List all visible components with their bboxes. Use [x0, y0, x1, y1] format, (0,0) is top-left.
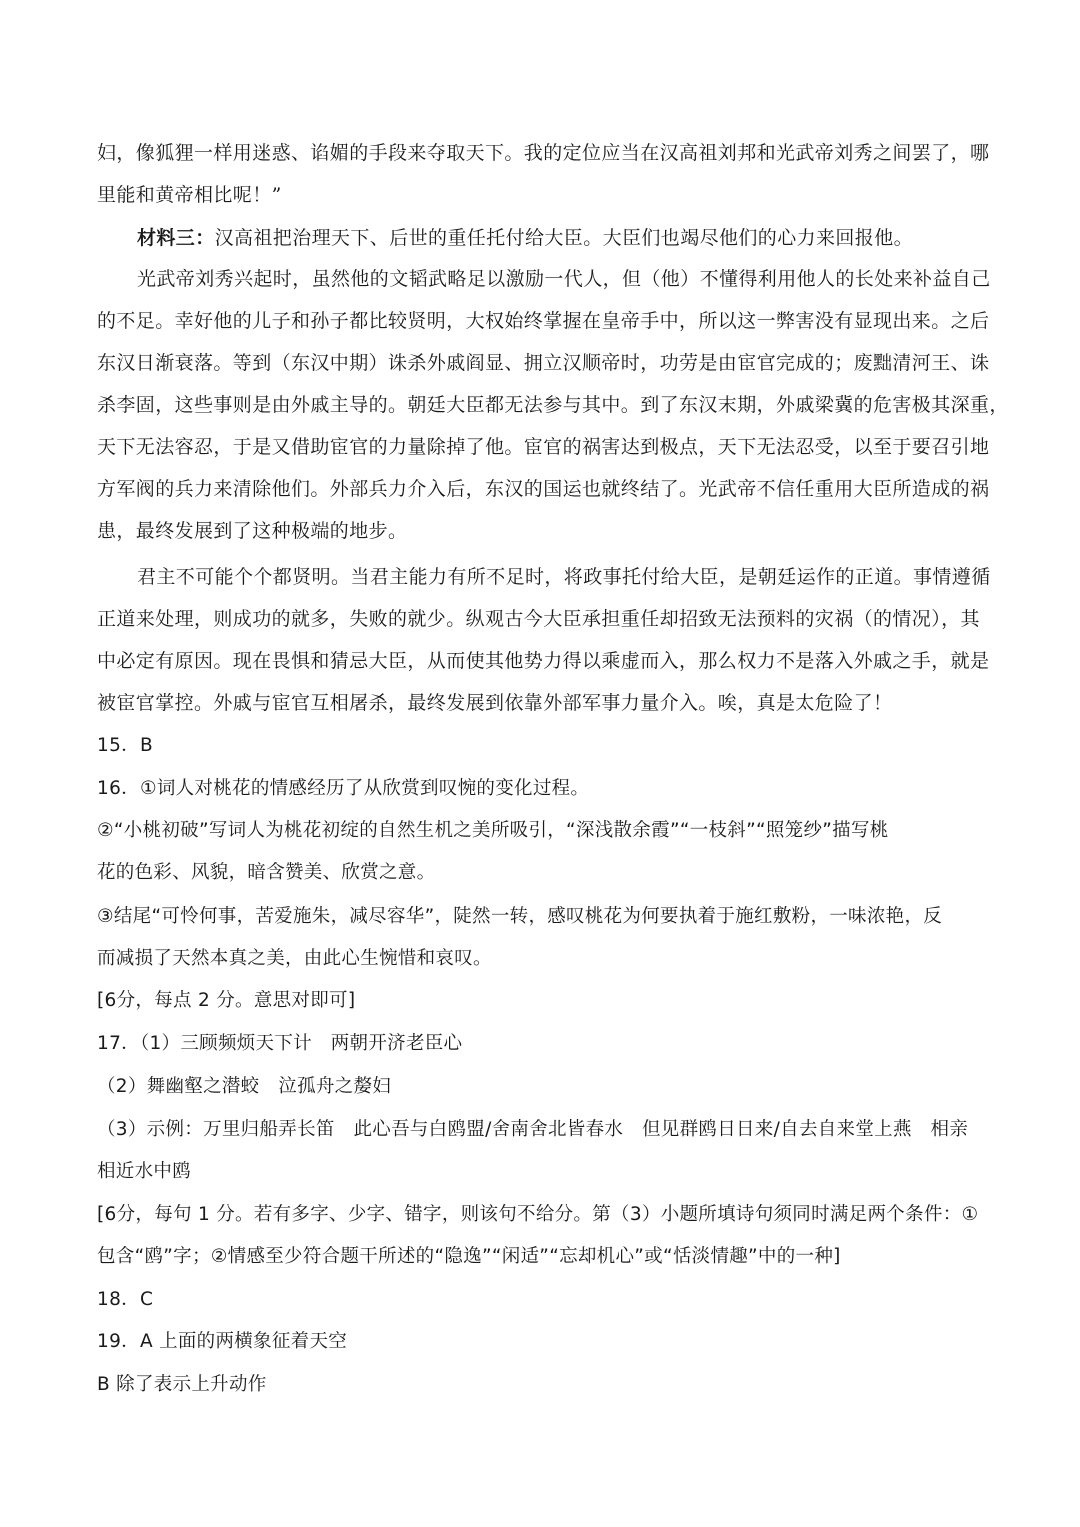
answer-18: 18．C: [97, 1289, 154, 1310]
material3-label: 材料三：: [137, 227, 215, 249]
answer-19-line-1: 19．A 上面的两横象征着天空: [97, 1331, 348, 1352]
paragraph2-line-4: 杀李固，这些事则是由外戚主导的。朝廷大臣都无法参与其中。到了东汉末期，外戚梁冀的危害极其深重，: [97, 394, 1009, 416]
answer-17-line-3: （3）示例：万里归船弄长笛 此心吾与白鸥盟/舍南舍北皆春水 但见群鸥日日来/自去自来堂上燕 相亲: [97, 1119, 969, 1140]
paragraph3-line-4: 被宦官掌控。外戚与宦官互相屠杀，最终发展到依靠外部军事力量介入。唉，真是太危险了！: [97, 692, 893, 714]
paragraph2-line-1: 光武帝刘秀兴起时，虽然他的文韬武略足以激励一代人，但（他）不懂得利用他人的长处来补益自己: [137, 268, 991, 290]
answer-17-line-2: （2）舞幽壑之潜蛟 泣孤舟之嫠妇: [97, 1076, 392, 1097]
material3-text: 汉高祖把治理天下、后世的重任托付给大臣。大臣们也竭尽他们的心力来回报他。: [214, 227, 914, 249]
answer-17-line-4: 相近水中鸥: [97, 1161, 192, 1182]
translation-line-2: 里能和黄帝相比呢！”: [97, 184, 282, 206]
paragraph2-line-6: 方军阀的兵力来清除他们。外部兵力介入后，东汉的国运也就终结了。光武帝不信任重用大臣所造成的祸: [97, 478, 990, 500]
translation-line-1: 妇，像狐狸一样用迷惑、谄媚的手段来夺取天下。我的定位应当在汉高祖刘邦和光武帝刘秀之间罢了，哪: [97, 142, 990, 164]
answer-17-scoring-1: [6分，每句 1 分。若有多字、少字、错字，则该句不给分。第（3）小题所填诗句须同时满足两个条件：①: [97, 1204, 979, 1225]
paragraph2-line-2: 的不足。幸好他的儿子和孙子都比较贤明，大权始终掌握在皇帝手中，所以这一弊害没有显现出来。之后: [97, 310, 990, 332]
answer-16-line-4: ③结尾“可怜何事，苦爱施朱，减尽容华”，陡然一转，感叹桃花为何要执着于施红敷粉，一味浓艳，反: [97, 906, 943, 927]
paragraph3-line-1: 君主不可能个个都贤明。当君主能力有所不足时，将政事托付给大臣，是朝廷运作的正道。事情遵循: [137, 566, 991, 588]
answer-16-line-3: 花的色彩、风貌，暗含赞美、欣赏之意。: [97, 862, 436, 883]
answer-19-line-2: B 除了表示上升动作: [97, 1374, 267, 1395]
paragraph3-line-2: 正道来处理，则成功的就多，失败的就少。纵观古今大臣承担重任却招致无法预料的灾祸（的情况），其: [97, 608, 980, 630]
paragraph2-line-3: 东汉日渐衰落。等到（东汉中期）诛杀外戚阎显、拥立汉顺帝时，功劳是由宦官完成的；废黜清河王、诛: [97, 352, 990, 374]
material3-line: [137, 225, 987, 251]
paragraph3-line-3: 中必定有原因。现在畏惧和猜忌大臣，从而使其他势力得以乘虚而入，那么权力不是落入外戚之手，就是: [97, 650, 990, 672]
answer-16-scoring: [6分，每点 2 分。意思对即可]: [97, 990, 356, 1011]
paragraph2-line-5: 天下无法容忍，于是又借助宦官的力量除掉了他。宦官的祸害达到极点，天下无法忍受，以至于要召引地: [97, 436, 990, 458]
paragraph2-line-7: 患，最终发展到了这种极端的地步。: [97, 520, 408, 542]
answer-16-line-1: 16．①词人对桃花的情感经历了从欣赏到叹惋的变化过程。: [97, 778, 590, 799]
answer-15: 15．B: [97, 735, 153, 756]
answer-17-scoring-2: 包含“鸥”字；②情感至少符合题干所述的“隐逸”“闲适”“忘却机心”或“恬淡情趣”中的一种]: [97, 1246, 841, 1267]
answer-16-line-5: 而减损了天然本真之美，由此心生惋惜和哀叹。: [97, 948, 492, 969]
answer-17-line-1: 17．（1）三顾频烦天下计 两朝开济老臣心: [97, 1033, 463, 1054]
answer-16-line-2: ②“小桃初破”写词人为桃花初绽的自然生机之美所吸引，“深浅散余霞”“一枝斜”“照笼纱”描写桃: [97, 820, 889, 841]
